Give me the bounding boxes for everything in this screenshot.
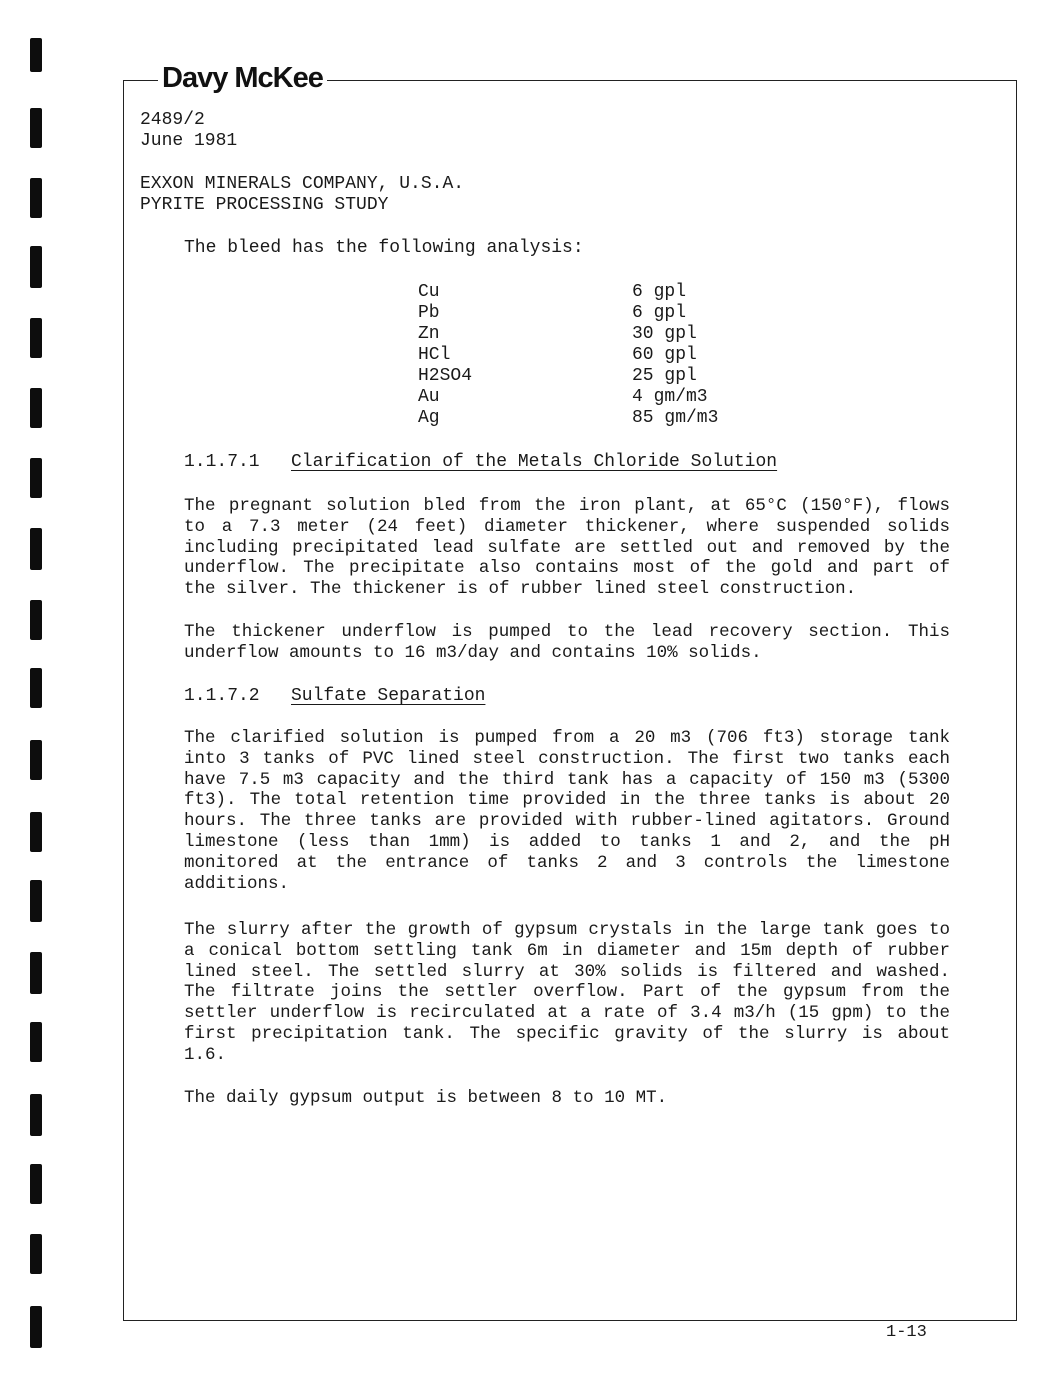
section-number: 1.1.7.1 [184, 452, 260, 472]
section-number: 1.1.7.2 [184, 686, 260, 706]
paragraph: The clarified solution is pumped from a 20 m3 (706 ft3) storage tank into 3 tanks of PVC lined steel construction. The first two tanks each have 7.5 m3 capacity and the third tank has a capacity of 150 m3 (5300 ft3). The total retention time provided in the three tanks is about 20 hours. The three tanks are provided with rubber-lined agitators. Ground limestone (less than 1mm) is added to tanks 1 and 2, and the pH monitored at the entrance of tanks 2 and 3 controls the limestone additions. [184, 728, 950, 894]
binding-mark [30, 38, 42, 72]
binding-mark [30, 1094, 42, 1136]
binding-mark [30, 668, 42, 708]
binding-mark [30, 1306, 42, 1348]
company-logo: Davy McKee [158, 60, 327, 96]
binding-mark [30, 1164, 42, 1204]
binding-mark [30, 178, 42, 218]
binding-mark [30, 1234, 42, 1274]
paragraph: The daily gypsum output is between 8 to 10 MT. [184, 1088, 668, 1108]
binding-mark [30, 812, 42, 852]
analysis-element: Au [418, 387, 440, 407]
binding-mark [30, 458, 42, 498]
section-title: Sulfate Separation [291, 686, 486, 706]
binding-mark [30, 528, 42, 570]
paragraph: The thickener underflow is pumped to the lead recovery section. This underflow amounts to 16 m3/day and contains 10% solids. [184, 622, 950, 663]
doc-number: 2489/2 [140, 110, 205, 130]
doc-date: June 1981 [140, 131, 238, 151]
analysis-value: 6 gpl [632, 282, 687, 302]
binding-mark [30, 952, 42, 994]
page-number: 1-13 [886, 1323, 927, 1342]
study-title: PYRITE PROCESSING STUDY [140, 195, 389, 215]
binding-mark [30, 600, 42, 640]
analysis-value: 85 gm/m3 [632, 408, 719, 428]
analysis-element: Zn [418, 324, 440, 344]
analysis-value: 30 gpl [632, 324, 697, 344]
paragraph: The slurry after the growth of gypsum crystals in the large tank goes to a conical bottom settling tank 6m in diameter and 15m depth of rubber lined steel. The settled slurry at 30% solids is filtered and washed. The filtrate joins the settler overflow. Part of the gypsum from the settler underflow is recirculated at a rate of 3.4 m3/h (15 gpm) to the first precipitation tank. The specific gravity of the slurry is about 1.6. [184, 920, 950, 1065]
analysis-intro: The bleed has the following analysis: [184, 238, 584, 258]
company-name: EXXON MINERALS COMPANY, U.S.A. [140, 174, 465, 194]
analysis-value: 25 gpl [632, 366, 697, 386]
binding-mark [30, 108, 42, 148]
analysis-element: HCl [418, 345, 451, 365]
binding-mark [30, 318, 42, 358]
analysis-element: H2SO4 [418, 366, 473, 386]
analysis-value: 4 gm/m3 [632, 387, 708, 407]
section-title: Clarification of the Metals Chloride Solution [291, 452, 778, 472]
binding-mark [30, 740, 42, 780]
analysis-element: Ag [418, 408, 440, 428]
binding-mark [30, 388, 42, 428]
binding-mark [30, 1022, 42, 1062]
analysis-value: 60 gpl [632, 345, 697, 365]
analysis-value: 6 gpl [632, 303, 687, 323]
analysis-element: Cu [418, 282, 440, 302]
analysis-element: Pb [418, 303, 440, 323]
binding-mark [30, 880, 42, 922]
binding-mark [30, 246, 42, 288]
footer-rule [123, 1320, 1016, 1321]
paragraph: The pregnant solution bled from the iron plant, at 65°C (150°F), flows to a 7.3 meter (24 feet) diameter thickener, where suspended solids including precipitated lead sulfate are settled out and removed by the underflow. The precipitate also contains most of the gold and part of the silver. The thickener is of rubber lined steel construction. [184, 496, 950, 600]
